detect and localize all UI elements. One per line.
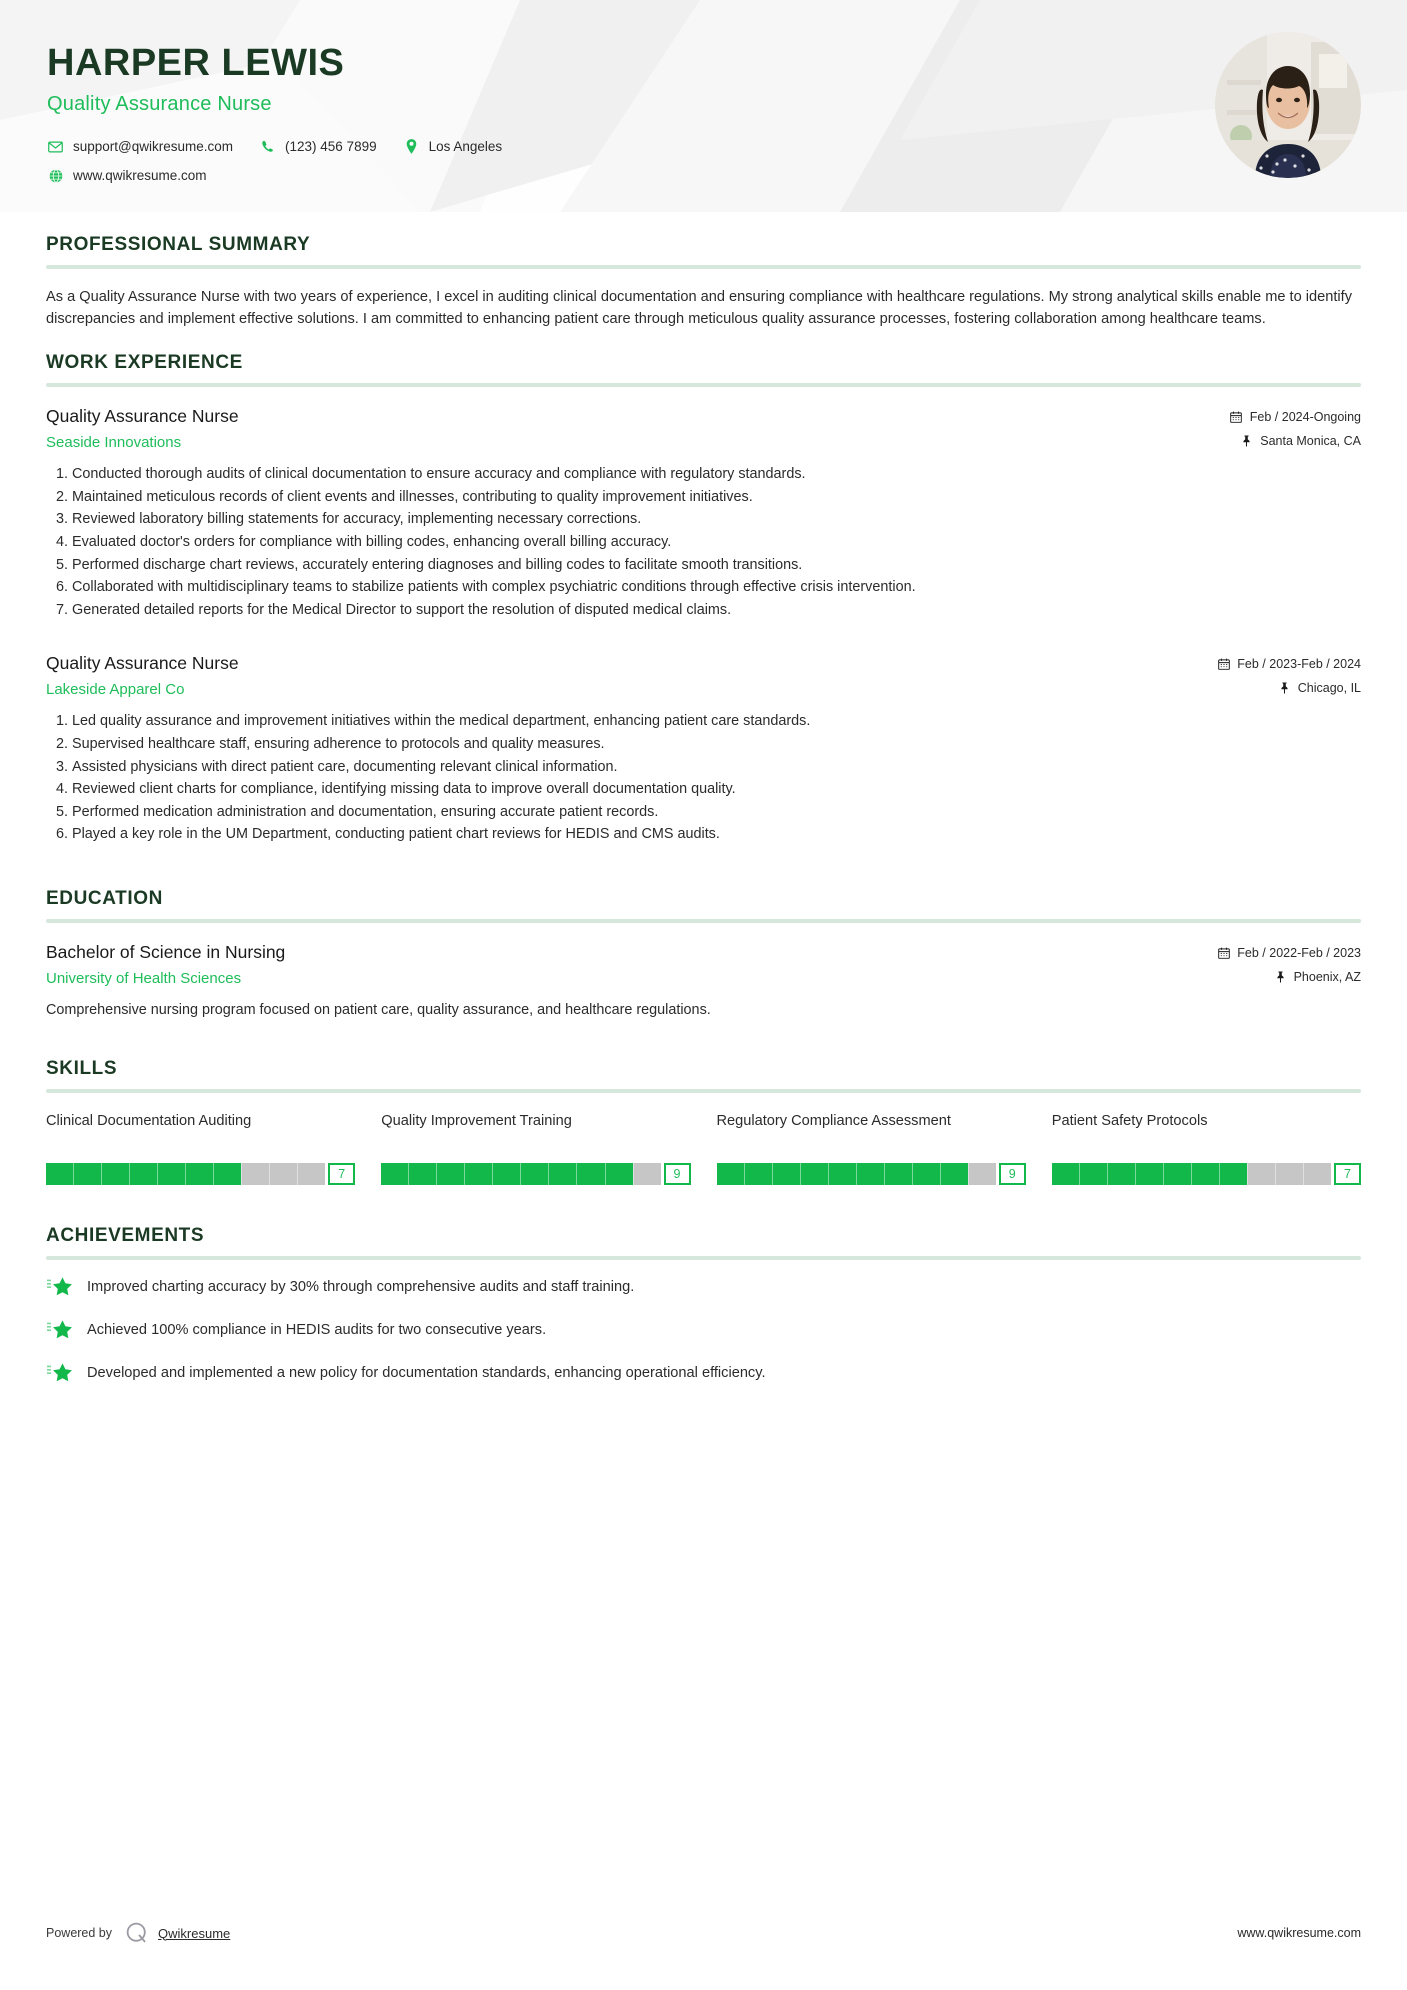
footer-brand-link[interactable]: Qwikresume <box>158 1925 231 1941</box>
summary-text: As a Quality Assurance Nurse with two years of experience, I excel in auditing clinical documentation and ensuring compliance with healthcare regulations. My strong analytical skills enable me to identify discrepancies and implement effective solutions. I am committed to enhancing patient care through meticulous quality assurance processes, fostering collaboration among healthcare teams. <box>46 289 1353 328</box>
section-divider <box>46 383 1361 387</box>
contact-location <box>403 138 503 155</box>
skill-score-badge: 7 <box>328 1163 355 1185</box>
achievements-list <box>46 1276 1361 1386</box>
bullet-item: Performed medication administration and documentation, ensuring accurate patient records. <box>72 803 659 820</box>
bullet-item: Played a key role in the UM Department, conducting patient chart reviews for HEDIS and CMS audits. <box>72 826 720 843</box>
skill-progress-bar <box>46 1163 325 1185</box>
education-description: Comprehensive nursing program focused on patient care, quality assurance, and healthcare regulations. <box>46 1001 711 1018</box>
contact-phone[interactable] <box>259 138 377 155</box>
envelope-icon <box>47 138 64 155</box>
skill-item <box>1052 1111 1361 1185</box>
education-school: University of Health Sciences <box>46 969 242 987</box>
experience-company: Seaside Innovations <box>46 434 182 452</box>
skill-label: Regulatory Compliance Assessment <box>716 1112 951 1129</box>
experience-location <box>1230 434 1361 448</box>
phone-icon <box>259 138 276 155</box>
section-professional-summary <box>46 234 1361 330</box>
pushpin-icon <box>1240 435 1253 448</box>
star-icon <box>46 1319 74 1343</box>
bullet-item: Assisted physicians with direct patient care, documenting relevant clinical information. <box>72 758 618 775</box>
pushpin-icon <box>1278 682 1291 695</box>
bullet-item: Collaborated with multidisciplinary teams to stabilize patients with complex psychiatric conditions through effective crisis intervention. <box>72 579 916 596</box>
experience-location-value: Chicago, IL <box>1297 681 1361 696</box>
star-icon <box>46 1276 74 1300</box>
bullet-item: Reviewed client charts for compliance, identifying missing data to improve overall documentation quality. <box>72 781 736 798</box>
achievement-text: Developed and implemented a new policy for documentation standards, enhancing operational efficiency. <box>87 1364 766 1381</box>
bullet-item: Evaluated doctor's orders for compliance with billing codes, enhancing overall billing accuracy. <box>72 534 672 551</box>
education-entry <box>46 942 1361 1021</box>
bullet-item: Reviewed laboratory billing statements for accuracy, implementing necessary corrections. <box>72 511 642 528</box>
skill-tick-marks <box>1052 1163 1331 1185</box>
education-degree: Bachelor of Science in Nursing <box>46 942 286 963</box>
contact-row-primary <box>47 138 1407 155</box>
calendar-icon <box>1217 947 1230 960</box>
section-title: WORK EXPERIENCE <box>46 352 243 374</box>
qwikresume-logo-icon <box>124 1920 150 1946</box>
section-title: EDUCATION <box>46 888 163 910</box>
skill-label: Quality Improvement Training <box>381 1112 572 1129</box>
skills-grid <box>46 1111 1361 1185</box>
skill-label: Clinical Documentation Auditing <box>46 1112 252 1129</box>
contact-website-value: www.qwikresume.com <box>73 168 207 183</box>
calendar-icon <box>1230 411 1243 424</box>
experience-company: Lakeside Apparel Co <box>46 681 185 699</box>
experience-bullets <box>46 464 1361 621</box>
achievement-text: Achieved 100% compliance in HEDIS audits for two consecutive years. <box>87 1321 547 1338</box>
contact-website[interactable] <box>47 167 207 184</box>
skill-label: Patient Safety Protocols <box>1051 1112 1208 1129</box>
footer-powered-by-label: Powered by <box>46 1926 113 1940</box>
skill-tick-marks <box>381 1163 660 1185</box>
globe-icon <box>47 167 64 184</box>
achievement-text: Improved charting accuracy by 30% through comprehensive audits and staff training. <box>87 1278 635 1295</box>
experience-date-value: Feb / 2024-Ongoing <box>1249 410 1361 425</box>
education-date <box>1217 946 1361 960</box>
experience-location-value: Santa Monica, CA <box>1260 434 1361 449</box>
skill-item <box>46 1111 355 1185</box>
footer-powered-by <box>46 1920 230 1946</box>
experience-date-value: Feb / 2023-Feb / 2024 <box>1237 657 1361 672</box>
section-divider <box>46 1089 1361 1093</box>
pushpin-icon <box>1274 971 1287 984</box>
achievement-item <box>46 1319 1361 1343</box>
skill-item <box>381 1111 690 1185</box>
avatar <box>1215 32 1361 178</box>
map-pin-icon <box>403 138 420 155</box>
experience-entry <box>46 406 1361 621</box>
skill-progress-bar <box>717 1163 996 1185</box>
page-title: HARPER LEWIS <box>47 42 345 84</box>
bullet-item: Conducted thorough audits of clinical documentation to ensure accuracy and compliance with regulatory standards. <box>72 466 806 483</box>
skill-progress-bar <box>1052 1163 1331 1185</box>
contact-email-value: support@qwikresume.com <box>73 139 234 154</box>
bullet-item: Generated detailed reports for the Medical Director to support the resolution of disputed medical claims. <box>72 601 732 618</box>
education-location-value: Phoenix, AZ <box>1293 970 1361 985</box>
section-work-experience <box>46 352 1361 846</box>
experience-role: Quality Assurance Nurse <box>46 653 239 674</box>
footer-website[interactable]: www.qwikresume.com <box>1237 1926 1361 1940</box>
skill-tick-marks <box>46 1163 325 1185</box>
skill-item <box>717 1111 1026 1185</box>
section-divider <box>46 919 1361 923</box>
skill-score-badge: 7 <box>1334 1163 1361 1185</box>
section-divider <box>46 1256 1361 1260</box>
experience-date <box>1217 657 1361 671</box>
section-divider <box>46 265 1361 269</box>
experience-location <box>1217 681 1361 695</box>
experience-date <box>1230 410 1361 424</box>
section-achievements <box>46 1225 1361 1386</box>
calendar-icon <box>1217 658 1230 671</box>
contact-phone-value: (123) 456 7899 <box>285 139 377 154</box>
bullet-item: Maintained meticulous records of client events and illnesses, contributing to quality improvement initiatives. <box>72 488 753 505</box>
page-footer <box>46 1920 1361 1946</box>
skill-score-badge: 9 <box>999 1163 1026 1185</box>
section-title: ACHIEVEMENTS <box>46 1224 205 1246</box>
achievement-item <box>46 1276 1361 1300</box>
contact-email[interactable] <box>47 138 233 155</box>
section-education <box>46 888 1361 1021</box>
skill-tick-marks <box>717 1163 996 1185</box>
section-title: SKILLS <box>46 1057 118 1079</box>
achievement-item <box>46 1362 1361 1386</box>
skill-score-badge: 9 <box>664 1163 691 1185</box>
job-title: Quality Assurance Nurse <box>47 93 272 115</box>
skill-progress-bar <box>381 1163 660 1185</box>
bullet-item: Supervised healthcare staff, ensuring adherence to protocols and quality measures. <box>72 735 605 752</box>
education-date-value: Feb / 2022-Feb / 2023 <box>1237 946 1361 961</box>
section-title: PROFESSIONAL SUMMARY <box>46 234 311 255</box>
contact-row-secondary <box>47 167 1407 184</box>
experience-entry <box>46 653 1361 846</box>
education-location <box>1217 970 1361 984</box>
experience-bullets <box>46 711 1361 846</box>
section-skills <box>46 1058 1361 1185</box>
bullet-item: Led quality assurance and improvement initiatives within the medical department, enhancing patient care standards. <box>72 713 811 730</box>
bullet-item: Performed discharge chart reviews, accurately entering diagnoses and billing codes to facilitate smooth transitions. <box>72 556 803 573</box>
experience-role: Quality Assurance Nurse <box>46 406 239 427</box>
resume-header <box>0 0 1407 212</box>
star-icon <box>46 1362 74 1386</box>
contact-location-value: Los Angeles <box>428 139 503 154</box>
